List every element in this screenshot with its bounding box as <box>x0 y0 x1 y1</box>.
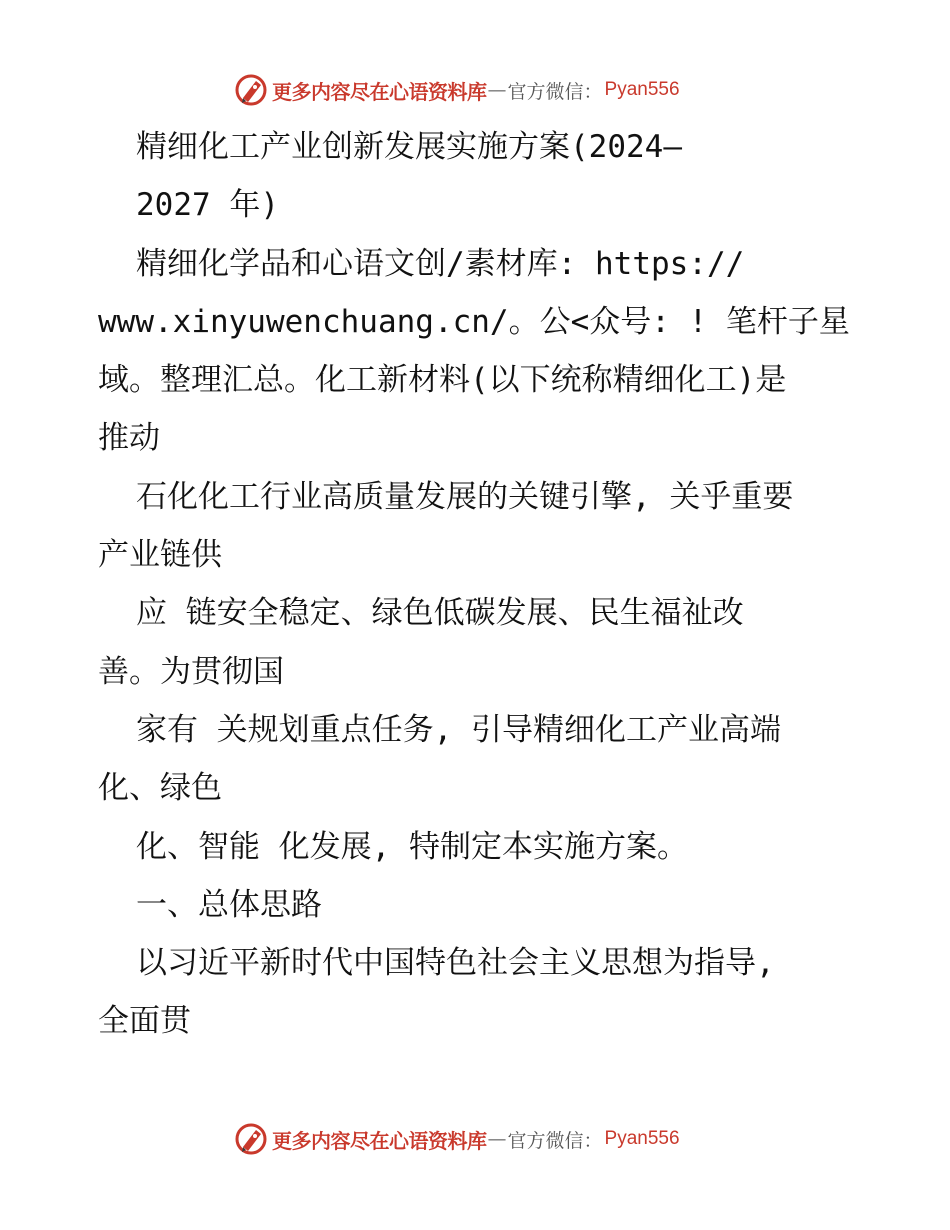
banner-wechat-label: 官方微信： <box>507 80 603 103</box>
header-banner <box>234 72 734 108</box>
pen-logo-icon <box>234 73 268 107</box>
paragraph-line: 家有 关规划重点任务, 引导精细化工产业高端 <box>136 711 781 748</box>
paragraph-line: 化、绿色 <box>98 770 222 807</box>
banner-main-text: 更多内容尽在心语资料库 <box>272 79 487 104</box>
paragraph-line: 推动 <box>98 420 160 457</box>
document-body <box>98 118 858 1051</box>
paragraph-line: 善。为贯彻国 <box>98 653 284 690</box>
banner-wechat-id: Pyan556 <box>604 1128 680 1149</box>
pen-logo-icon <box>234 1122 268 1156</box>
banner-dash: — <box>487 79 507 101</box>
paragraph-line: 全面贯 <box>98 1003 191 1040</box>
paragraph-line: 产业链供 <box>98 537 222 574</box>
title-line-1: 精细化工产业创新发展实施方案(2024— <box>136 129 682 165</box>
paragraph-line: 精细化学品和心语文创/素材库: https:// <box>136 245 745 282</box>
section-heading: 一、总体思路 <box>136 886 322 923</box>
banner-wechat-label: 官方微信： <box>507 1129 603 1152</box>
title-line-2: 2027 年) <box>136 187 279 224</box>
paragraph-line: 应 链安全稳定、绿色低碳发展、民生福祉改 <box>136 595 744 632</box>
paragraph-line: 域。整理汇总。化工新材料(以下统称精细化工)是 <box>98 362 787 399</box>
paragraph-line: 以习近平新时代中国特色社会主义思想为指导, <box>136 945 775 982</box>
paragraph-line: 化、智能 化发展, 特制定本实施方案。 <box>136 828 688 865</box>
paragraph-line: 石化化工行业高质量发展的关键引擎, 关乎重要 <box>136 478 794 515</box>
banner-wechat-id: Pyan556 <box>604 79 680 100</box>
banner-dash: — <box>487 1128 507 1150</box>
footer-banner <box>234 1121 734 1157</box>
banner-main-text: 更多内容尽在心语资料库 <box>272 1128 487 1153</box>
paragraph-line: www.xinyuwenchuang.cn/。公<众号: ! 笔杆子星 <box>98 303 850 340</box>
